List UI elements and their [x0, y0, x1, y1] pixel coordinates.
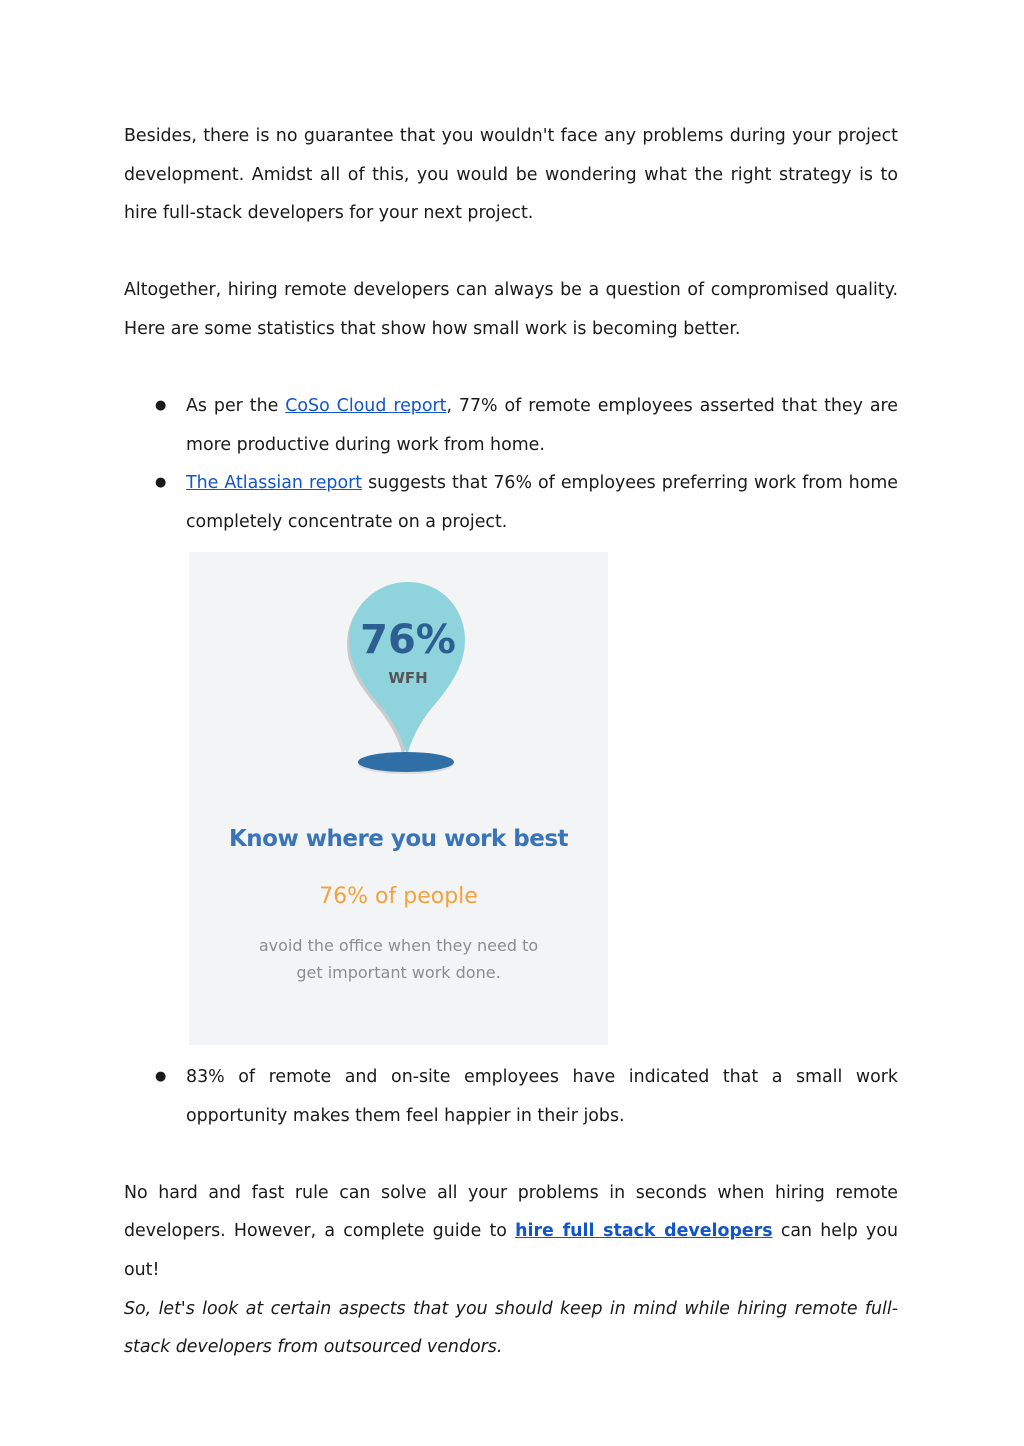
list-item: ● The Atlassian report suggests that 76% of employees preferring work from home completely concentrate on a project. [124, 464, 898, 541]
wfh-infographic [189, 552, 608, 1045]
document-body-continued [124, 1058, 898, 1367]
statistics-list-continued [124, 1058, 898, 1135]
pin-value: 76% [360, 617, 456, 663]
document-body [124, 117, 898, 542]
bullet-icon: ● [155, 475, 167, 491]
list-item: ● As per the CoSo Cloud report, 77% of remote employees asserted that they are more productive during work from home. [124, 387, 898, 464]
list-item: ● 83% of remote and on-site employees have indicated that a small work opportunity makes them feel happier in their jobs. [124, 1058, 898, 1135]
pin-label: WFH [388, 669, 428, 687]
bullet-icon: ● [155, 398, 167, 414]
paragraph-closing: So, let's look at certain aspects that you should keep in mind while hiring remote full-stack developers from outsourced vendors. [124, 1298, 898, 1358]
atlassian-report-link[interactable]: The Atlassian report [186, 473, 363, 494]
pin-base [358, 752, 454, 772]
infographic-title: Know where you work best [228, 826, 569, 852]
statistics-list [124, 387, 898, 541]
location-pin-icon [189, 552, 608, 812]
infographic-description: avoid the office when they need to get important work done. [258, 936, 539, 982]
bullet-icon: ● [155, 1069, 167, 1084]
paragraph-guide: No hard and fast rule can solve all your problems in seconds when hiring remote developers. However, a complete guide to hire full stack developers can help you out! [124, 1182, 898, 1280]
hire-full-stack-developers-link[interactable]: hire full stack developers [515, 1221, 773, 1242]
infographic-stat: 76% of people [319, 884, 478, 909]
coso-cloud-report-link[interactable]: CoSo Cloud report [285, 396, 447, 417]
paragraph-statistics-intro: Altogether, hiring remote developers can always be a question of compromised quality. Here are some statistics that show how small work is becoming better. [124, 280, 898, 339]
paragraph-intro: Besides, there is no guarantee that you wouldn't face any problems during your project development. Amidst all of this, you would be wondering what the right strategy is to hire full-stack developers for your next project. [124, 126, 898, 224]
